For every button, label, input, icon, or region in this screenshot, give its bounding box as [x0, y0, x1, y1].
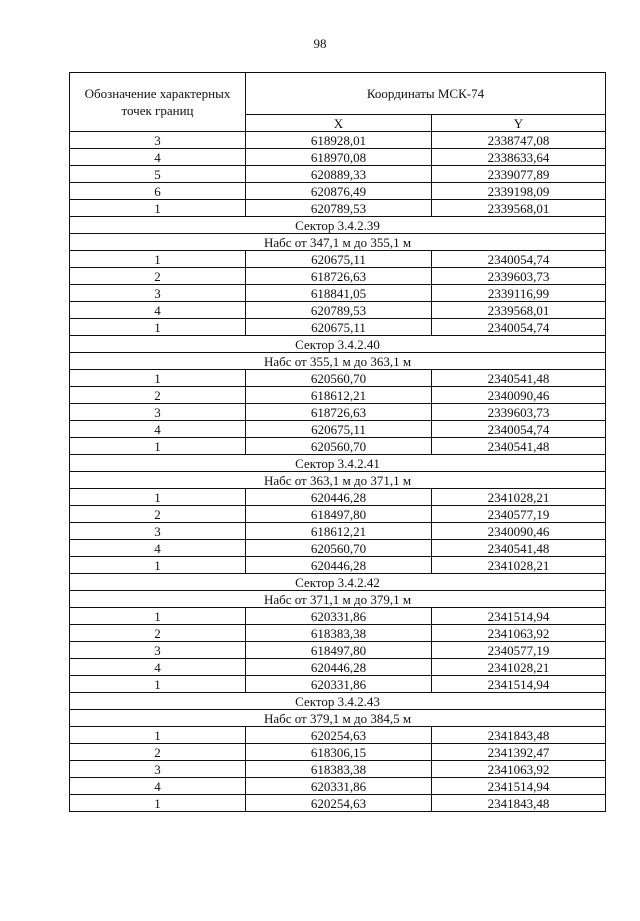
point-cell: 2 [70, 506, 246, 523]
x-cell: 618841,05 [246, 285, 432, 302]
table-row [70, 540, 606, 557]
point-cell: 1 [70, 727, 246, 744]
point-cell: 1 [70, 489, 246, 506]
page-number: 98 [313, 36, 327, 51]
y-cell: 2338633,64 [432, 149, 606, 166]
y-cell: 2341392,47 [432, 744, 606, 761]
y-cell: 2339198,09 [432, 183, 606, 200]
sector-title: Сектор 3.4.2.41 [70, 455, 606, 472]
x-cell: 620675,11 [246, 251, 432, 268]
table-row [70, 251, 606, 268]
x-cell: 620675,11 [246, 421, 432, 438]
y-cell: 2341028,21 [432, 659, 606, 676]
point-cell: 1 [70, 676, 246, 693]
table-row [70, 387, 606, 404]
x-cell: 620254,63 [246, 727, 432, 744]
point-cell: 1 [70, 438, 246, 455]
sector-range: Набс от 347,1 м до 355,1 м [70, 234, 606, 251]
sector-range: Набс от 355,1 м до 363,1 м [70, 353, 606, 370]
x-cell: 620560,70 [246, 370, 432, 387]
point-cell: 4 [70, 421, 246, 438]
x-cell: 618497,80 [246, 642, 432, 659]
x-cell: 618306,15 [246, 744, 432, 761]
table-header [70, 73, 606, 132]
table-row [70, 523, 606, 540]
table-row [70, 268, 606, 285]
table-row [70, 557, 606, 574]
sector-range-row [70, 591, 606, 608]
y-cell: 2340054,74 [432, 319, 606, 336]
sector-title: Сектор 3.4.2.40 [70, 336, 606, 353]
x-cell: 620331,86 [246, 676, 432, 693]
x-cell: 618928,01 [246, 132, 432, 149]
point-cell: 3 [70, 761, 246, 778]
y-cell: 2340541,48 [432, 370, 606, 387]
point-cell: 3 [70, 523, 246, 540]
point-cell: 1 [70, 200, 246, 217]
table-row [70, 778, 606, 795]
x-cell: 618970,08 [246, 149, 432, 166]
table-row [70, 506, 606, 523]
x-cell: 620560,70 [246, 540, 432, 557]
point-cell: 1 [70, 319, 246, 336]
x-cell: 620446,28 [246, 489, 432, 506]
point-cell: 2 [70, 625, 246, 642]
point-cell: 1 [70, 608, 246, 625]
x-cell: 620331,86 [246, 608, 432, 625]
table-row [70, 200, 606, 217]
sector-title-row [70, 455, 606, 472]
y-cell: 2341028,21 [432, 557, 606, 574]
point-cell: 3 [70, 642, 246, 659]
point-cell: 1 [70, 795, 246, 812]
sector-title: Сектор 3.4.2.39 [70, 217, 606, 234]
point-cell: 1 [70, 557, 246, 574]
table-row [70, 302, 606, 319]
point-cell: 2 [70, 744, 246, 761]
sector-range: Набс от 379,1 м до 384,5 м [70, 710, 606, 727]
x-cell: 618612,21 [246, 387, 432, 404]
x-cell: 620331,86 [246, 778, 432, 795]
point-cell: 2 [70, 268, 246, 285]
x-cell: 620254,63 [246, 795, 432, 812]
y-cell: 2338747,08 [432, 132, 606, 149]
point-cell: 3 [70, 285, 246, 302]
y-cell: 2340577,19 [432, 506, 606, 523]
table-row [70, 438, 606, 455]
y-cell: 2340054,74 [432, 421, 606, 438]
sector-title: Сектор 3.4.2.43 [70, 693, 606, 710]
table-row [70, 489, 606, 506]
sector-range-row [70, 234, 606, 251]
header-x: X [246, 114, 432, 131]
y-cell: 2341063,92 [432, 761, 606, 778]
x-cell: 618383,38 [246, 625, 432, 642]
header-points: Обозначение характерных точек границ [70, 73, 246, 132]
y-cell: 2341514,94 [432, 778, 606, 795]
x-cell: 618726,63 [246, 404, 432, 421]
table-row [70, 727, 606, 744]
table-row [70, 676, 606, 693]
coordinates-table [69, 72, 606, 812]
header-y: Y [432, 114, 606, 131]
point-cell: 1 [70, 370, 246, 387]
table-row [70, 421, 606, 438]
table-row [70, 166, 606, 183]
table-row [70, 659, 606, 676]
table-row [70, 625, 606, 642]
sector-title-row [70, 574, 606, 591]
point-cell: 4 [70, 149, 246, 166]
table-row [70, 285, 606, 302]
y-cell: 2341843,48 [432, 795, 606, 812]
y-cell: 2340577,19 [432, 642, 606, 659]
sector-range: Набс от 363,1 м до 371,1 м [70, 472, 606, 489]
table-row [70, 149, 606, 166]
point-cell: 1 [70, 251, 246, 268]
y-cell: 2339603,73 [432, 268, 606, 285]
x-cell: 620789,53 [246, 200, 432, 217]
table-row [70, 404, 606, 421]
table-row [70, 795, 606, 812]
sector-title: Сектор 3.4.2.42 [70, 574, 606, 591]
x-cell: 620446,28 [246, 659, 432, 676]
y-cell: 2341514,94 [432, 676, 606, 693]
x-cell: 620560,70 [246, 438, 432, 455]
sector-range-row [70, 353, 606, 370]
header-coordinate-system: Координаты МСК-74 [246, 73, 606, 115]
y-cell: 2339568,01 [432, 200, 606, 217]
y-cell: 2341028,21 [432, 489, 606, 506]
point-cell: 2 [70, 387, 246, 404]
y-cell: 2341063,92 [432, 625, 606, 642]
sector-title-row [70, 336, 606, 353]
sector-title-row [70, 693, 606, 710]
point-cell: 4 [70, 540, 246, 557]
sector-range-row [70, 710, 606, 727]
point-cell: 5 [70, 166, 246, 183]
x-cell: 620675,11 [246, 319, 432, 336]
point-cell: 4 [70, 778, 246, 795]
table-row [70, 744, 606, 761]
x-cell: 618612,21 [246, 523, 432, 540]
y-cell: 2340541,48 [432, 438, 606, 455]
y-cell: 2339568,01 [432, 302, 606, 319]
table-row [70, 319, 606, 336]
sector-range: Набс от 371,1 м до 379,1 м [70, 591, 606, 608]
table-body [70, 132, 606, 812]
x-cell: 620876,49 [246, 183, 432, 200]
point-cell: 6 [70, 183, 246, 200]
x-cell: 620889,33 [246, 166, 432, 183]
y-cell: 2339603,73 [432, 404, 606, 421]
x-cell: 618726,63 [246, 268, 432, 285]
table-row [70, 761, 606, 778]
table-row [70, 370, 606, 387]
y-cell: 2340054,74 [432, 251, 606, 268]
x-cell: 620789,53 [246, 302, 432, 319]
point-cell: 4 [70, 302, 246, 319]
y-cell: 2340090,46 [432, 523, 606, 540]
table-row [70, 608, 606, 625]
sector-title-row [70, 217, 606, 234]
y-cell: 2339116,99 [432, 285, 606, 302]
y-cell: 2341843,48 [432, 727, 606, 744]
y-cell: 2340090,46 [432, 387, 606, 404]
point-cell: 3 [70, 132, 246, 149]
table-row [70, 132, 606, 149]
point-cell: 4 [70, 659, 246, 676]
table-row [70, 183, 606, 200]
table-row [70, 642, 606, 659]
y-cell: 2341514,94 [432, 608, 606, 625]
y-cell: 2339077,89 [432, 166, 606, 183]
x-cell: 618497,80 [246, 506, 432, 523]
x-cell: 620446,28 [246, 557, 432, 574]
point-cell: 3 [70, 404, 246, 421]
x-cell: 618383,38 [246, 761, 432, 778]
sector-range-row [70, 472, 606, 489]
y-cell: 2340541,48 [432, 540, 606, 557]
